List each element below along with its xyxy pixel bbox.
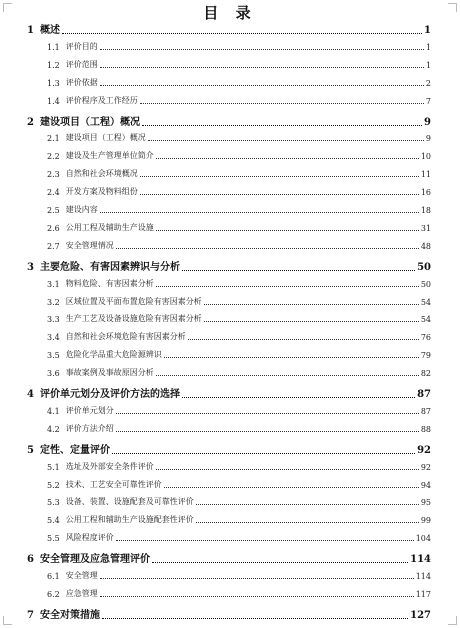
toc-entry-title: 评价单元划分及评价方法的选择 bbox=[39, 389, 180, 400]
toc-page-number: 2 bbox=[425, 78, 431, 88]
toc-page-number: 1 bbox=[425, 60, 431, 70]
toc-entry-number: 5.3 bbox=[47, 498, 60, 508]
toc-entry-number: 1.1 bbox=[47, 42, 60, 52]
toc-entry-number: 3.2 bbox=[47, 297, 60, 307]
toc-entry-number: 4.2 bbox=[47, 424, 60, 434]
toc-chapter-entry[interactable] bbox=[27, 22, 431, 36]
dot-leader bbox=[100, 596, 414, 597]
toc-section-entry[interactable] bbox=[47, 203, 431, 215]
toc-page-number: 50 bbox=[417, 261, 431, 273]
toc-page-number: 92 bbox=[420, 462, 431, 472]
toc-entry-number: 2 bbox=[27, 116, 34, 128]
toc-section-entry[interactable] bbox=[47, 94, 431, 106]
toc-entry-title: 评价程序及工作经历 bbox=[65, 95, 138, 105]
dot-leader bbox=[102, 618, 408, 619]
toc-entry-title: 应急管理 bbox=[65, 588, 98, 598]
toc-section-entry[interactable] bbox=[47, 422, 431, 434]
dot-leader bbox=[116, 413, 419, 414]
dot-leader bbox=[164, 357, 419, 358]
toc-page-number: 7 bbox=[425, 96, 431, 106]
toc-entry-number: 1 bbox=[27, 25, 34, 36]
toc-entry-number: 1.2 bbox=[47, 60, 60, 70]
toc-entry-number: 5.1 bbox=[47, 462, 60, 472]
dot-leader bbox=[140, 194, 419, 195]
dot-leader bbox=[112, 453, 415, 454]
toc-entry-number: 2.1 bbox=[47, 134, 60, 144]
toc-page-number: 76 bbox=[420, 333, 431, 343]
toc-page-number: 114 bbox=[410, 554, 431, 566]
toc-entry-number: 2.7 bbox=[47, 241, 60, 251]
toc-section-entry[interactable] bbox=[47, 513, 431, 525]
toc-section-entry[interactable] bbox=[47, 312, 431, 324]
toc-chapter-entry[interactable] bbox=[27, 551, 431, 565]
toc-entry-title: 定性、定量评价 bbox=[39, 444, 110, 456]
toc-entry-title: 建设及生产管理单位简介 bbox=[65, 151, 154, 161]
toc-chapter-entry[interactable] bbox=[27, 259, 431, 273]
toc-page-number: 82 bbox=[420, 369, 431, 379]
dot-leader bbox=[204, 321, 419, 322]
toc-section-entry[interactable] bbox=[47, 40, 431, 52]
toc-section-entry[interactable] bbox=[47, 348, 431, 360]
dot-leader bbox=[142, 125, 422, 126]
dot-leader bbox=[156, 286, 419, 287]
toc-entry-number: 3.3 bbox=[47, 315, 60, 325]
toc-entry-number: 2.6 bbox=[47, 223, 60, 233]
dot-leader bbox=[116, 431, 419, 432]
toc-page-number: 1 bbox=[424, 25, 431, 36]
toc-entry-number: 3.1 bbox=[47, 279, 60, 289]
toc-page-number: 9 bbox=[424, 116, 431, 128]
toc-entry-number: 6.2 bbox=[47, 589, 60, 599]
toc-page-number: 127 bbox=[410, 609, 431, 621]
toc-entry-title: 评价依据 bbox=[65, 77, 98, 87]
toc-entry-title: 事故案例及事故原因分析 bbox=[65, 368, 154, 378]
dot-leader bbox=[100, 578, 414, 579]
toc-page-number: 117 bbox=[415, 589, 431, 599]
toc-page-number: 10 bbox=[420, 152, 431, 162]
toc-entry-number: 2.2 bbox=[47, 152, 60, 162]
toc-section-entry[interactable] bbox=[47, 330, 431, 342]
toc-section-entry[interactable] bbox=[47, 569, 431, 581]
dot-leader bbox=[204, 304, 419, 305]
toc-entry-number: 4.1 bbox=[47, 406, 60, 416]
toc-page-number: 87 bbox=[420, 406, 431, 416]
toc-entry-title: 建设内容 bbox=[65, 205, 98, 214]
dot-leader bbox=[100, 85, 424, 86]
toc-entry-title: 生产工艺及设备设施危险有害因素分析 bbox=[65, 314, 202, 324]
toc-entry-number: 2.5 bbox=[47, 206, 60, 215]
dot-leader bbox=[140, 176, 419, 177]
toc-entry-title: 设备、装置、设施配套及可靠性评价 bbox=[65, 497, 194, 507]
toc-page-number: 92 bbox=[417, 444, 431, 456]
dot-leader bbox=[116, 540, 414, 541]
toc-page-number: 18 bbox=[420, 206, 431, 215]
toc-page-number: 54 bbox=[420, 297, 431, 307]
toc-page-number: 104 bbox=[415, 534, 431, 544]
toc-entry-title: 技术、工艺安全可靠性评价 bbox=[65, 479, 162, 489]
toc-entry-number: 3.5 bbox=[47, 351, 60, 361]
toc-entry-title: 建设项目（工程）概况 bbox=[65, 133, 146, 143]
toc-entry-title: 物料危险、有害因素分析 bbox=[65, 278, 154, 288]
toc-page-number: 16 bbox=[420, 188, 431, 198]
toc-section-entry[interactable] bbox=[47, 460, 431, 472]
dot-leader bbox=[100, 49, 424, 50]
toc-page-number: 94 bbox=[420, 480, 431, 490]
toc-entry-number: 1.4 bbox=[47, 96, 60, 106]
toc-entry-title: 自然和社会环境危险有害因素分析 bbox=[65, 332, 186, 342]
dot-leader bbox=[156, 469, 419, 470]
dot-leader bbox=[140, 103, 424, 104]
toc-entry-number: 6 bbox=[27, 554, 34, 566]
toc-entry-title: 自然和社会环境概况 bbox=[65, 169, 138, 179]
toc-entry-number: 7 bbox=[27, 609, 34, 621]
toc-section-entry[interactable] bbox=[47, 531, 431, 543]
toc-entry-number: 6.1 bbox=[47, 572, 60, 581]
toc-chapter-entry[interactable] bbox=[27, 442, 431, 456]
toc-entry-title: 评价目的 bbox=[65, 41, 98, 51]
dot-leader bbox=[152, 562, 408, 563]
toc-section-entry[interactable] bbox=[47, 587, 431, 599]
toc-entry-title: 评价范围 bbox=[65, 59, 98, 69]
toc-entry-title: 风险程度评价 bbox=[65, 533, 114, 543]
toc-page-number: 11 bbox=[420, 170, 431, 180]
toc-entry-title: 评价单元划分 bbox=[65, 405, 114, 415]
toc-entry-title: 建设项目（工程）概况 bbox=[39, 116, 140, 128]
toc-entry-title: 安全管理 bbox=[65, 571, 98, 580]
dot-leader bbox=[182, 270, 415, 271]
dot-leader bbox=[62, 33, 422, 34]
toc-entry-number: 1.3 bbox=[47, 78, 60, 88]
toc-entry-number: 5 bbox=[27, 444, 34, 456]
toc-section-entry[interactable] bbox=[47, 478, 431, 490]
toc-entry-number: 5.5 bbox=[47, 534, 60, 544]
toc-section-entry[interactable] bbox=[47, 366, 431, 378]
toc-entry-title: 公用工程及辅助生产设施 bbox=[65, 222, 154, 232]
toc-page-number: 9 bbox=[425, 134, 431, 144]
toc-section-entry[interactable] bbox=[47, 131, 431, 143]
toc-section-entry[interactable] bbox=[47, 239, 431, 251]
dot-leader bbox=[156, 158, 419, 159]
toc-entry-title: 区域位置及平面布置危险有害因素分析 bbox=[65, 296, 202, 306]
toc-entry-title: 主要危险、有害因素辨识与分析 bbox=[39, 261, 180, 273]
toc-page-number: 50 bbox=[420, 279, 431, 289]
toc-page-number: 31 bbox=[420, 223, 431, 233]
toc-entry-number: 3 bbox=[27, 261, 34, 273]
toc-section-entry[interactable] bbox=[47, 221, 431, 233]
toc-entry-number: 2.4 bbox=[47, 188, 60, 198]
dot-leader bbox=[116, 248, 419, 249]
toc-page-number: 1 bbox=[425, 42, 431, 52]
toc-entry-number: 5.4 bbox=[47, 516, 60, 526]
toc-entry-number: 5.2 bbox=[47, 480, 60, 490]
toc-entry-title: 公用工程和辅助生产设施配套性评价 bbox=[65, 515, 194, 525]
toc-section-entry[interactable] bbox=[47, 277, 431, 289]
toc-section-entry[interactable] bbox=[47, 149, 431, 161]
dot-leader bbox=[188, 339, 419, 340]
toc-page-number: 54 bbox=[420, 315, 431, 325]
toc-page-number: 88 bbox=[420, 424, 431, 434]
dot-leader bbox=[156, 230, 419, 231]
toc-chapter-entry[interactable] bbox=[27, 114, 431, 128]
dot-leader bbox=[164, 487, 419, 488]
toc-entry-number: 2.3 bbox=[47, 170, 60, 180]
toc-page-number: 114 bbox=[415, 572, 431, 581]
toc-entry-title: 安全管理情况 bbox=[65, 240, 114, 250]
toc-page-number: 79 bbox=[420, 351, 431, 361]
toc-section-entry[interactable] bbox=[47, 295, 431, 307]
dot-leader bbox=[196, 504, 419, 505]
toc-page-number: 99 bbox=[420, 516, 431, 526]
toc-entry-title: 开发方案及物料组份 bbox=[65, 187, 138, 197]
dot-leader bbox=[100, 212, 419, 213]
toc-section-entry[interactable] bbox=[47, 495, 431, 507]
toc-section-entry[interactable] bbox=[47, 404, 431, 416]
toc-page-number: 95 bbox=[420, 498, 431, 508]
toc-entry-title: 概述 bbox=[39, 25, 60, 36]
toc-section-entry[interactable] bbox=[47, 167, 431, 179]
toc-section-entry[interactable] bbox=[47, 76, 431, 88]
dot-leader bbox=[100, 67, 424, 68]
page-title: 目 录 bbox=[203, 4, 257, 22]
toc-section-entry[interactable] bbox=[47, 58, 431, 70]
toc-entry-title: 安全对策措施 bbox=[39, 609, 100, 621]
toc-entry-number: 3.6 bbox=[47, 369, 60, 379]
toc-entry-number: 3.4 bbox=[47, 333, 60, 343]
dot-leader bbox=[182, 397, 415, 398]
toc-page-number: 87 bbox=[417, 389, 431, 400]
toc-entry-title: 评价方法介绍 bbox=[65, 423, 114, 433]
dot-leader bbox=[196, 522, 419, 523]
toc-chapter-entry[interactable] bbox=[27, 607, 431, 621]
toc-page-number: 48 bbox=[420, 241, 431, 251]
toc-section-entry[interactable] bbox=[47, 185, 431, 197]
toc-entry-title: 选址及外部安全条件评价 bbox=[65, 461, 154, 471]
dot-leader bbox=[148, 140, 424, 141]
dot-leader bbox=[156, 375, 419, 376]
toc-chapter-entry[interactable] bbox=[27, 386, 431, 400]
toc-entry-number: 4 bbox=[27, 389, 34, 400]
toc-entry-title: 安全管理及应急管理评价 bbox=[39, 554, 150, 566]
toc-entry-title: 危险化学品重大危险源辨识 bbox=[65, 350, 162, 360]
